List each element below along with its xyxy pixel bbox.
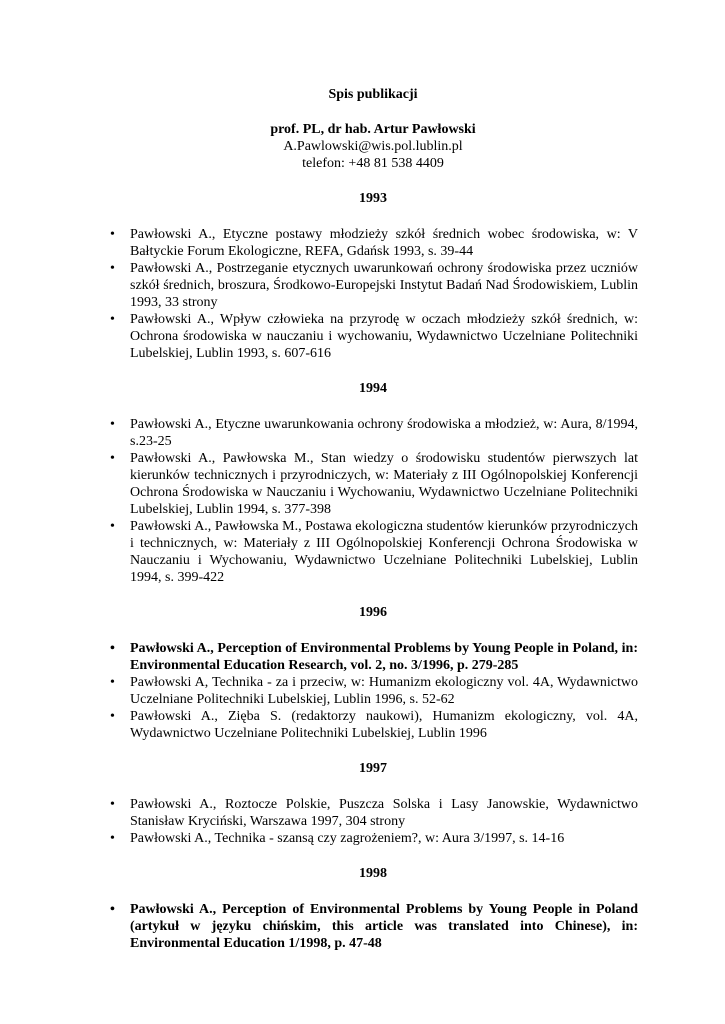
publication-text: Pawłowski A., Zięba S. (redaktorzy naukowi), Humanizm ekologiczny, vol. 4A, Wydawnictwo Uczelniane Politechniki Lubelskiej, Lublin 1996: [130, 709, 638, 741]
publication-list: [108, 226, 638, 362]
publication-list: [108, 796, 638, 847]
publication-text: Pawłowski A., Perception of Environmental Problems by Young People in Poland (artykuł w języku chińskim, this article was translated into Chinese), in: Environmental Education 1/1998, p. 47-48: [130, 902, 638, 951]
author-name: prof. PL, dr hab. Artur Pawłowski: [270, 122, 476, 137]
bullet-icon: •: [110, 451, 115, 466]
bullet-icon: •: [110, 519, 115, 534]
publication-list: [108, 416, 638, 586]
list-item: [108, 901, 638, 952]
bullet-icon: •: [110, 902, 115, 917]
publication-text: Pawłowski A., Wpływ człowieka na przyrodę w oczach młodzieży szkół średnich, w: Ochrona środowiska w nauczaniu i wychowaniu, Wydawnictwo Uczelniane Politechniki Lubelskiej, Lublin 1993, s. 607-616: [130, 312, 638, 361]
section-1993: [108, 190, 638, 362]
section-1994: [108, 380, 638, 586]
publication-text: Pawłowski A., Roztocze Polskie, Puszcza Solska i Lasy Janowskie, Wydawnictwo Stanisław Kryciński, Warszawa 1997, 304 strony: [130, 797, 638, 829]
publication-text: Pawłowski A., Pawłowska M., Postawa ekologiczna studentów kierunków przyrodniczych i technicznych, w: Materiały z III Ogólnopolskiej Konferencji Ochrona Środowiska w Nauczaniu i Wychowaniu, Wydawnictwo Uczelniane Politechniki Lubelskiej, Lublin 1994, s. 399-422: [130, 519, 638, 585]
bullet-icon: •: [110, 641, 115, 656]
list-item: [108, 674, 638, 708]
year-heading: 1996: [359, 605, 387, 620]
section-1996: [108, 604, 638, 742]
year-heading: 1994: [359, 381, 387, 396]
publication-text: Pawłowski A., Postrzeganie etycznych uwarunkowań ochrony środowiska przez uczniów szkół średnich, broszura, Środkowo-Europejski Instytut Badań Nad Środowiskiem, Lublin 1993, 33 strony: [130, 261, 638, 310]
document-title: Spis publikacji: [328, 87, 418, 102]
list-item: [108, 518, 638, 586]
bullet-icon: •: [110, 417, 115, 432]
bullet-icon: •: [110, 709, 115, 724]
publication-text: Pawłowski A., Pawłowska M., Stan wiedzy o środowisku studentów pierwszych lat kierunków technicznych i przyrodniczych, w: Materiały z III Ogólnopolskiej Konferencji Ochrona Środowiska w Nauczaniu i Wychowaniu, Wydawnictwo Uczelniane Politechniki Lubelskiej, Lublin 1994, s. 377-398: [130, 451, 638, 517]
list-item: [108, 311, 638, 362]
list-item: [108, 830, 638, 847]
section-1997: [108, 760, 638, 847]
bullet-icon: •: [110, 675, 115, 690]
publication-list: [108, 640, 638, 742]
publication-text: Pawłowski A., Etyczne uwarunkowania ochrony środowiska a młodzież, w: Aura, 8/1994, s.23-25: [130, 417, 638, 449]
list-item: [108, 226, 638, 260]
bullet-icon: •: [110, 797, 115, 812]
list-item: [108, 416, 638, 450]
list-item: [108, 450, 638, 518]
list-item: [108, 640, 638, 674]
author-email: A.Pawlowski@wis.pol.lublin.pl: [283, 139, 463, 154]
list-item: [108, 796, 638, 830]
publication-text: Pawłowski A, Technika - za i przeciw, w: Humanizm ekologiczny vol. 4A, Wydawnictwo Uczelniane Politechniki Lubelskiej, Lublin 1996, s. 52-62: [130, 675, 638, 707]
publication-text: Pawłowski A., Perception of Environmental Problems by Young People in Poland, in: Environmental Education Research, vol. 2, no. 3/1996, p. 279-285: [130, 641, 638, 673]
list-item: [108, 708, 638, 742]
bullet-icon: •: [110, 831, 115, 846]
year-heading: 1998: [359, 866, 387, 881]
year-heading: 1993: [359, 191, 387, 206]
author-phone: telefon: +48 81 538 4409: [302, 156, 444, 171]
publication-list: [108, 901, 638, 952]
bullet-icon: •: [110, 312, 115, 327]
publication-text: Pawłowski A., Technika - szansą czy zagrożeniem?, w: Aura 3/1997, s. 14-16: [130, 831, 565, 846]
list-item: [108, 260, 638, 311]
section-1998: [108, 865, 638, 952]
bullet-icon: •: [110, 261, 115, 276]
bullet-icon: •: [110, 227, 115, 242]
year-heading: 1997: [359, 761, 387, 776]
publication-text: Pawłowski A., Etyczne postawy młodzieży szkół średnich wobec środowiska, w: V Bałtyckie Forum Ekologiczne, REFA, Gdańsk 1993, s. 39-44: [130, 227, 638, 259]
